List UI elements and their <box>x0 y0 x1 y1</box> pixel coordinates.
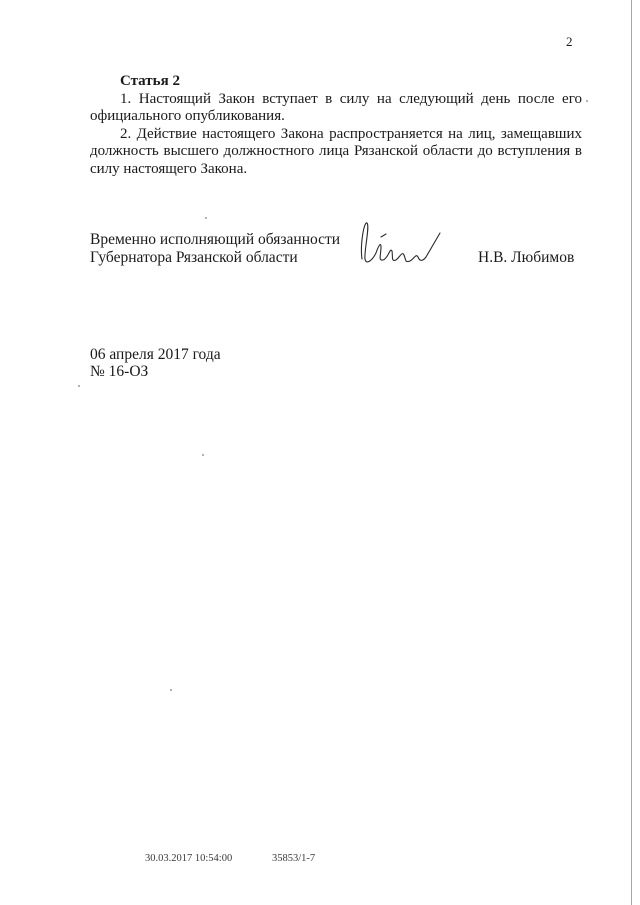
handwritten-signature <box>350 215 450 270</box>
signature-mark <box>381 234 386 237</box>
footer-timestamp: 30.03.2017 10:54:00 <box>145 853 233 864</box>
article-2 <box>90 73 582 178</box>
article-heading: Статья 2 <box>120 73 180 89</box>
enactment-date: 06 апреля 2017 года <box>90 346 221 363</box>
scan-speck <box>202 454 204 456</box>
law-number: № 16-ОЗ <box>90 363 149 380</box>
scan-speck <box>205 217 207 219</box>
paragraph-line-text: должность высшего должностного лица Рязанской области до вступления в <box>90 143 582 159</box>
signatory-position-line-1: Временно исполняющий обязанности <box>90 231 341 248</box>
paragraph-2 <box>90 126 582 179</box>
paragraph-line-text: силу настоящего Закона. <box>90 160 248 177</box>
footer-document-code: 35853/1-7 <box>272 853 316 864</box>
paragraph-2-line-3 <box>90 161 582 179</box>
scan-edge-line <box>631 0 632 905</box>
signatory-position <box>90 231 340 267</box>
scan-speck <box>78 385 80 387</box>
paragraph-2-line-1 <box>90 126 582 144</box>
paragraph-1-line-2 <box>90 108 582 126</box>
page-number: 2 <box>566 34 573 49</box>
signatory-position-line-2: Губернатора Рязанской области <box>90 249 298 266</box>
scan-speck <box>586 100 588 102</box>
paragraph-line-text: официального опубликования. <box>90 108 285 124</box>
paragraph-1 <box>90 91 582 126</box>
signature-stroke <box>361 223 440 262</box>
paragraph-line-text: 2. Действие настоящего Закона распространяется на лиц, замещавших <box>120 125 582 142</box>
scan-speck <box>170 689 172 691</box>
signatory-name: Н.В. Любимов <box>478 249 575 266</box>
paragraph-2-line-2 <box>90 143 582 161</box>
paragraph-line-text: 1. Настоящий Закон вступает в силу на следующий день после его <box>120 90 582 107</box>
enactment-details <box>90 346 221 380</box>
paragraph-1-line-1 <box>90 91 582 109</box>
